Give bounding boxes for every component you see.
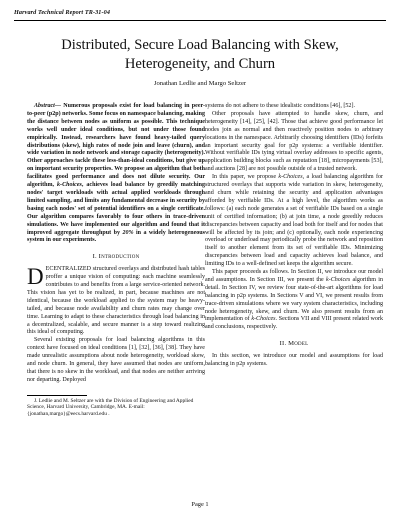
section-heading-introduction: I. Introduction	[92, 253, 140, 261]
title-line-1: Distributed, Secure Load Balancing with Skew,	[61, 37, 339, 53]
model-paragraph: In this section, we introduce our model and assumptions for load balancing in p2p systems.	[205, 353, 383, 368]
right-p3-text-b: algorithm in detail. In Section IV, we review four state-of-the-art algorithms for load balancing in p2p systems. In Sections V and VI, we present results from trace-driven simulations where we vary system characteristics, including node heterogeneity, skew, and churn. We also present results from an implementation of	[205, 276, 383, 323]
footnote: J. Ledlie and M. Seltzer are with the Division of Engineering and Applied Science, Harvard University, Cambridge, MA. E-mail: {jonathan,margo}@eecs.harvard.edu .	[27, 397, 194, 417]
right-paragraph-3	[205, 269, 383, 332]
right-p3-text-c: . Sections VII and VIII present related work and conclusions, respectively.	[205, 316, 383, 331]
abstract-text-3: in a widely heterogeneous system in our experiments.	[27, 229, 205, 244]
paper-title	[20, 36, 380, 74]
drop-cap: D	[27, 264, 44, 290]
header-rule	[14, 20, 386, 21]
abstract	[27, 103, 205, 245]
left-column	[27, 103, 205, 418]
abstract-text-2: , achieves load balance by greedily matching nodes' target workloads with actual applied workloads through limited sampling, and limits any fundamental decrease in security by basing each nodes' set of potential identifiers on a single certificate. Our algorithm compares favorably to four others in trace-driven simulations. We have implemented our algorithm and found that it improved aggregate throughput by	[27, 182, 205, 236]
page-number: Page 1	[191, 501, 209, 508]
right-column	[205, 103, 383, 369]
authors: Jonathan Ledlie and Margo Seltzer	[153, 80, 247, 87]
right-p2-text-b: , a load balancing algorithm for structured overlays that supports wide variation in skew, heterogeneity, and churn while retaining the security and application advantages afforded by verifiable IDs. At a high level, the algorithm works as follows: (a) each node generates a set of verifiable IDs based on a single unit of certified information; (b) at join time, a node greedily reduces discrepancies between capacity and load both for itself and for nodes that will be affected by its join; and (c) optionally, each node experiencing overload or underload may periodically probe the network and reposition itself to another element from its set of verifiable IDs. Minimizing discrepancies between load and capacity achieves load balance, and limiting IDs to a well-defined set keeps the algorithm secure.	[205, 174, 383, 268]
section-heading-model: II. Model	[279, 340, 309, 348]
right-p2-text-a: In this paper, we propose	[212, 174, 279, 181]
abstract-emph: k-Choices	[57, 182, 82, 189]
right-paragraph-0: systems do not adhere to these idealistic conditions [46], [52].	[205, 103, 355, 109]
right-p3-text-a: This paper proceeds as follows. In Section II, we introduce our model and assumptions. In Section III, we present the	[205, 269, 383, 283]
title-line-2: Heterogeneity, and Churn	[124, 56, 276, 72]
intro-paragraph-2: Several existing proposals for load balancing algorithms in this context have focused on ideal conditions [1], [32], [36], [38]. They have made unrealistic assumptions about node heterogeneity, workload skew, and node churn. In general, they have assumed that nodes are uniform, that there is no skew in the workload, and that nodes are neither arriving nor departing. Deployed	[27, 337, 205, 383]
report-header-label: Harvard Technical Report TR-31-04	[14, 9, 111, 16]
intro-paragraph-1	[27, 266, 205, 337]
right-p2-emph: k-Choices	[278, 174, 303, 181]
right-p3-emph-2: k-Choices	[251, 316, 276, 323]
abstract-percent: 20%	[122, 229, 134, 236]
right-paragraph-1: Other proposals have attempted to handle skew, churn, and heterogeneity [14], [25], [42]. Those that achieve good performance let nodes join as normal and then reactively position nodes to arbitrary locations in the namespace. Arbitrarily choosing identifiers (IDs) forfeits an important security goal for p2p systems: a verifiable identifier. Without verifiable IDs tying virtual overlay addresses to specific agents, application building blocks such as reputation [18], micropayments [53], and auctions [28] are not possible outside of a trusted network.	[205, 110, 383, 173]
abstract-label: Abstract	[34, 103, 55, 109]
right-paragraph-2	[205, 174, 383, 269]
intro-paragraph-1-text: ECENTRALIZED structured overlays and distributed hash tables proffer a unique vision of computing: each machine seamlessly contributes to and benefits from a large service-oriented network. This vision has yet to be realized, in part, because machines are not identical, because the workload applied to the system may be heavy-tailed, and because node availability and churn rates may change over time. Learning to adapt to these characteristics through load balancing in a decentralized, scalable, and secure manner is a step toward realizing this ideal of computing.	[27, 266, 205, 336]
right-p3-emph: k-Choices	[326, 276, 351, 283]
footnote-rule	[27, 395, 87, 396]
abstract-text: — Numerous proposals exist for load balancing in peer-to-peer (p2p) networks. Some focus on namespace balancing, making the distance between nodes as uniform as possible. This technique works well under ideal conditions, but not under those found empirically. Instead, researchers have found heavy-tailed query distributions (skew), high rates of node join and leave (churn), and wide variation in node network and storage capacity (heterogeneity). Other approaches tackle these less-than-ideal conditions, but give up on important security properties. We propose an algorithm that both facilitates good performance and does not dilute security. Our algorithm,	[27, 103, 205, 189]
